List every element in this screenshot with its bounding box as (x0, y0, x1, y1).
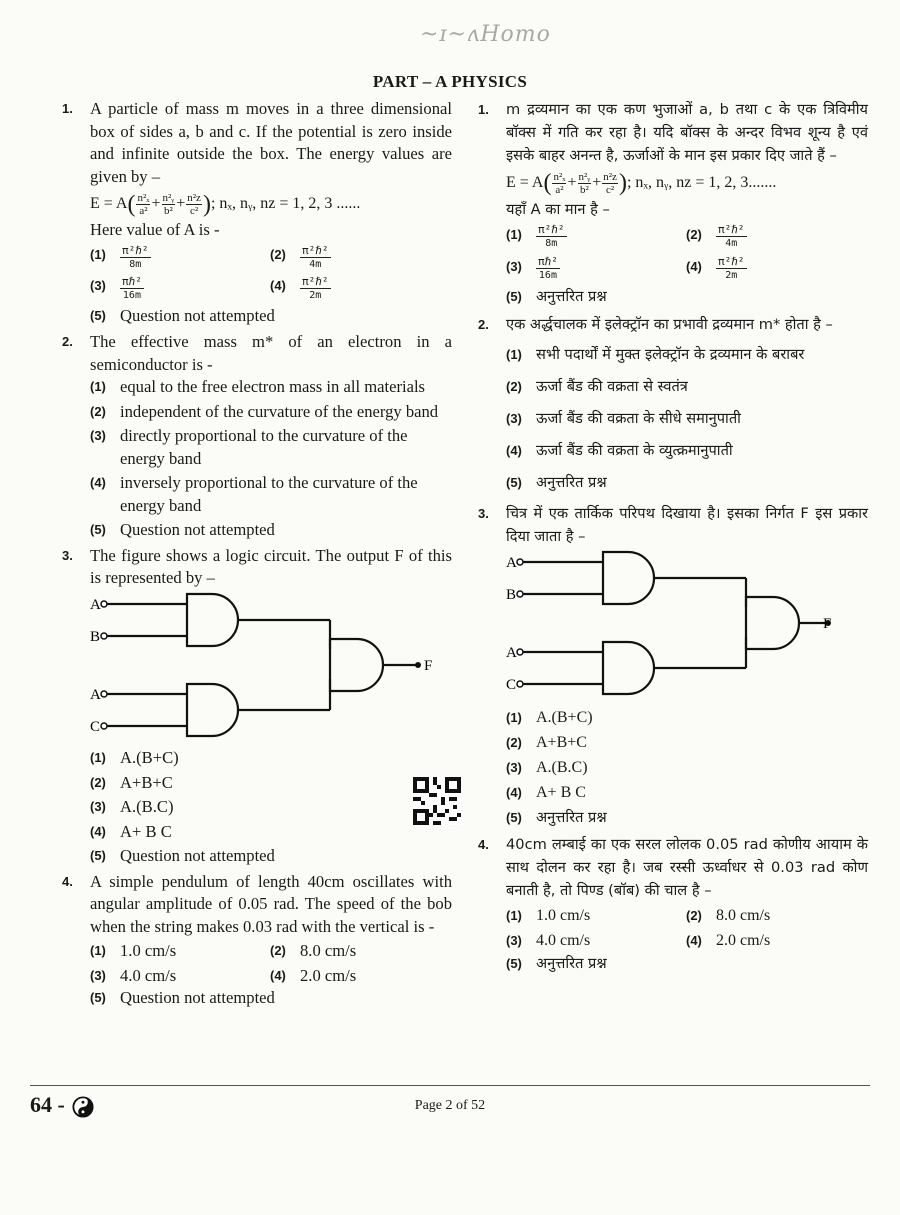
options (90, 747, 452, 868)
option-4[interactable]: (4) 2.0 cm/s (270, 965, 357, 985)
option-5[interactable]: (5) Question not attempted (90, 520, 275, 539)
option-4[interactable]: (4) $\frac{\text{π²ℏ²}}{2m}$ (270, 275, 329, 301)
option-1[interactable]: (1) 1.0 cm/s (90, 941, 177, 960)
options (90, 244, 452, 305)
option-2[interactable]: (2) 8.0 cm/s (686, 907, 771, 924)
question-1-hindi: 1. m द्रव्यमान का एक कण भुजाओं a, b तथा c के एक त्रिविमीय बॉक्स में गति कर रहा है। यदि बॉक्स के अन्दर विभव शून्य है एवं इसके बाहर अनन्त है, ऊर्जाओं के मान इस प्रकार दिए जाते हैं – E = A( $\frac{\text{n²ₓ}}{\text{a²}}$ + $\frac{\text{n²ᵧ}}{\text{b²}}$ + $\frac{\text{n²z}}{\text{c²}}$ ); nₓ, nᵧ, nz = 1, 2, 3....... यहाँ A का मान है – (1) $\frac{\text{π²ℏ²}}{8m}$ (2) $\frac{\text{π²ℏ²}}{4m}$ (3) $\frac{\text{πℏ²}}{16m}$ (4) $\frac{\text{π²ℏ²}}{2m}$ (5) अनुत्तरित प्रश्न (478, 98, 868, 308)
option-2[interactable]: (2) independent of the curvature of the energy band (90, 401, 439, 421)
options (506, 706, 868, 829)
circuit-label-a2: A (90, 686, 101, 703)
circuit-label-a1: A (90, 596, 101, 613)
option-5[interactable]: (5) Question not attempted (90, 988, 275, 1007)
options (90, 940, 452, 987)
question-2: 2. The effective mass m* of an electron in a semiconductor is - (1) equal to the free electron mass in all materials (2) independent of the curvature of the energy band (3) directly proportional to the curvature of the energy band (4) inversely proportional to the curvature of the energy band (5) Question not attempted (62, 331, 452, 542)
qr-code-icon (413, 777, 461, 825)
circuit-label-a1: A (506, 555, 517, 571)
circuit-label-f: F (823, 616, 832, 632)
options (506, 904, 868, 952)
option-3[interactable]: (3) 4.0 cm/s (90, 965, 177, 985)
question-text: एक अर्द्धचालक में इलेक्ट्रॉन का प्रभावी द्रव्यमान m* होता है – (506, 316, 833, 333)
options (506, 340, 868, 498)
options (506, 223, 868, 285)
question-text: चित्र में एक तार्किक परिपथ दिखाया है। इसका निर्गत F इस प्रकार दिया जाता है – (506, 505, 868, 545)
question-3: 3. The figure shows a logic circuit. The output F of this is represented by – A B A C F (1) A.(B+C) (2) A+B+C (3) A.(B.C) (4) A+ B C (5) Question not attempted (62, 545, 452, 868)
question-1 (62, 98, 452, 327)
page-title: PART – A PHYSICS (372, 72, 528, 91)
option-1[interactable]: (1) A.(B+C) (90, 748, 179, 767)
circuit-label-c: C (90, 718, 101, 735)
option-3[interactable]: (3) A.(B.C) (506, 759, 588, 776)
option-2[interactable]: (2) ऊर्जा बैंड की वक्रता से स्वतंत्र (506, 378, 688, 395)
question-2-hindi: 2. एक अर्द्धचालक में इलेक्ट्रॉन का प्रभावी द्रव्यमान m* होता है – (1) सभी पदार्थों में मुक्त इलेक्ट्रॉन के द्रव्यमान के बराबर (2) ऊर्जा बैंड की वक्रता से स्वतंत्र (3) ऊर्जा बैंड की वक्रता के सीधे समानुपाती (4) ऊर्जा बैंड की वक्रता के व्युत्क्रमानुपाती (5) अनुत्तरित प्रश्न (478, 310, 868, 498)
option-3[interactable]: (3) directly proportional to the curvature of the energy band (90, 426, 408, 468)
question-text: m द्रव्यमान का एक कण भुजाओं a, b तथा c के एक त्रिविमीय बॉक्स में गति कर रहा है। यदि बॉक्स के अन्दर विभव शून्य है एवं इसके बाहर अनन्त है, ऊर्जाओं के मान इस प्रकार दिए जाते हैं – (506, 101, 868, 164)
option-4[interactable]: (4) ऊर्जा बैंड की वक्रता के व्युत्क्रमानुपाती (506, 442, 733, 459)
circuit-label-b: B (90, 628, 101, 645)
question-text: The effective mass m* of an electron in a semiconductor is - (90, 332, 452, 374)
question-subtext: Here value of A is - (90, 220, 220, 239)
option-2[interactable]: (2) 8.0 cm/s (270, 941, 357, 960)
circuit-label-c: C (506, 677, 517, 693)
question-text: The figure shows a logic circuit. The output F of this is represented by – (90, 545, 452, 587)
option-4[interactable]: (4) A+ B C (506, 784, 586, 801)
energy-formula: E = A( $\frac{\text{n²ₓ}}{\text{a²}}$ + $\frac{\text{n²ᵧ}}{\text{b²}}$ + $\frac{\text{n²z}}{\text{c²}}$ ); nₓ, nᵧ, nz = 1, 2, 3....... (506, 170, 777, 196)
option-3[interactable]: (3) 4.0 cm/s (506, 932, 591, 949)
question-subtext: यहाँ A का मान है – (506, 201, 610, 218)
option-4[interactable]: (4) inversely proportional to the curvature of the energy band (90, 473, 418, 515)
circuit-label-a2: A (506, 645, 517, 661)
question-number: 1. (62, 101, 73, 116)
option-2[interactable]: (2) A+B+C (90, 772, 173, 792)
question-4-hindi: 4. 40cm लम्बाई का एक सरल लोलक 0.05 rad कोणीय आयाम के साथ दोलन कर रहा है। जब रस्सी ऊर्ध्वाधर से 0.03 rad कोण बनाती है, तो पिण्ड (बॉब) की चाल है – (1) 1.0 cm/s (2) 8.0 cm/s (3) 4.0 cm/s (4) 2.0 cm/s (5) अनुत्तरित प्रश्न (478, 833, 868, 975)
option-1[interactable]: (1) सभी पदार्थों में मुक्त इलेक्ट्रॉन के द्रव्यमान के बराबर (506, 346, 805, 363)
question-4: 4. A simple pendulum of length 40cm oscillates with angular amplitude of 0.05 rad. The speed of the bob when the string makes 0.03 rad with the vertical is - (1) 1.0 cm/s (2) 8.0 cm/s (3) 4.0 cm/s (4) 2.0 cm/s (5) Question not attempted (62, 871, 452, 1010)
option-3[interactable]: (3) A.(B.C) (90, 797, 174, 816)
option-4[interactable]: (4) A+ B C (90, 821, 172, 841)
option-3[interactable]: (3) ऊर्जा बैंड की वक्रता के सीधे समानुपाती (506, 410, 741, 427)
option-5[interactable]: (5) Question not attempted (90, 305, 275, 325)
option-4[interactable]: (4) 2.0 cm/s (686, 932, 771, 949)
option-3[interactable]: (3) $\frac{\text{πℏ²}}{16m}$ (90, 275, 142, 301)
energy-formula: E = A( $\frac{\text{n²ₓ}}{\text{a²}}$ + $\frac{\text{n²ᵧ}}{\text{b²}}$ + $\frac{\text{n²z}}{\text{c²}}$ ); nₓ, nᵧ, nz = 1, 2, 3 ...... (90, 191, 361, 218)
option-5[interactable]: (5) अनुत्तरित प्रश्न (506, 809, 607, 826)
option-2[interactable]: (2) $\frac{\text{π²ℏ²}}{4m}$ (270, 243, 329, 270)
question-text: A particle of mass m moves in a three dimensional box of sides a, b and c. If the potential is zero inside and infinite outside the box. The energy values are given by – (90, 99, 452, 186)
logic-circuit-diagram (478, 552, 838, 697)
circuit-label-f: F (424, 657, 433, 674)
option-2[interactable]: (2) $\frac{\text{π²ℏ²}}{4m}$ (686, 223, 745, 249)
option-3[interactable]: (3) $\frac{\text{πℏ²}}{16m}$ (506, 255, 558, 281)
question-3-hindi: 3. चित्र में एक तार्किक परिपथ दिखाया है। इसका निर्गत F इस प्रकार दिया जाता है – A B A C F (1) A.(B+C) (2) A+B+C (3) A.(B.C) (4) A+ B C (5) अनुत्तरित प्रश्न (478, 502, 868, 829)
logic-circuit-diagram (62, 594, 433, 739)
option-1[interactable]: (1) $\frac{\text{π²ℏ²}}{8m}$ (506, 223, 565, 249)
option-5[interactable]: (5) अनुत्तरित प्रश्न (506, 955, 607, 972)
option-1[interactable]: (1) equal to the free electron mass in all materials (90, 377, 426, 396)
option-5[interactable]: (5) अनुत्तरित प्रश्न (506, 474, 607, 491)
footer-page-number: 64 - (30, 1092, 94, 1118)
footer-page-label: Page 2 of 52 (414, 1098, 486, 1113)
option-5[interactable]: (5) Question not attempted (90, 846, 275, 865)
option-1[interactable]: (1) A.(B+C) (506, 709, 593, 726)
option-1[interactable]: (1) 1.0 cm/s (506, 907, 591, 924)
option-1[interactable]: (1) $\frac{\text{π²ℏ²}}{8m}$ (90, 243, 149, 270)
option-5[interactable]: (5) अनुत्तरित प्रश्न (506, 288, 607, 305)
circuit-label-b: B (506, 587, 517, 603)
question-text: 40cm लम्बाई का एक सरल लोलक 0.05 rad कोणीय आयाम के साथ दोलन कर रहा है। जब रस्सी ऊर्ध्वाधर से 0.03 rad कोण बनाती है, तो पिण्ड (बॉब) की चाल है – (506, 836, 868, 899)
footer-divider (30, 1085, 870, 1086)
option-4[interactable]: (4) $\frac{\text{π²ℏ²}}{2m}$ (686, 255, 745, 281)
english-column (62, 98, 452, 1010)
options (90, 376, 452, 542)
scan-mark: ~ɪ~ʌHomo (420, 22, 551, 47)
option-2[interactable]: (2) A+B+C (506, 734, 587, 751)
hindi-column (478, 98, 868, 975)
question-text: A simple pendulum of length 40cm oscillates with angular amplitude of 0.05 rad. The speed of the bob when the string makes 0.03 rad with the vertical is - (90, 871, 452, 936)
